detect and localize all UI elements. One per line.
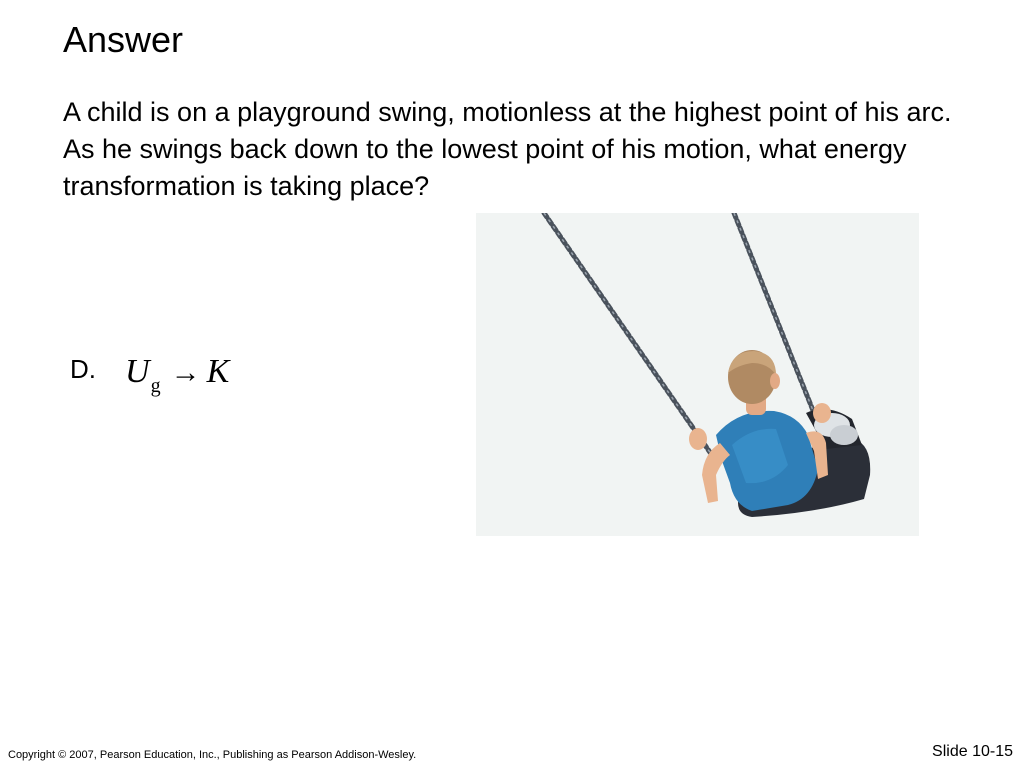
- slide-number: Slide 10-15: [932, 743, 1013, 760]
- answer-label: D.: [70, 354, 96, 384]
- gravitational-subscript: g: [150, 375, 161, 397]
- copyright-notice: Copyright © 2007, Pearson Education, Inc., Publishing as Pearson Addison-Wesley.: [8, 749, 417, 761]
- question-text: A child is on a playground swing, motionless at the highest point of his arc. As he swings back down to the lowest point of his motion, what energy transformation is taking place?: [63, 97, 952, 201]
- swing-photo: [476, 213, 919, 536]
- kinetic-energy-symbol: K: [206, 353, 230, 390]
- answer-formula: [125, 352, 229, 396]
- potential-energy-symbol: U: [125, 353, 150, 390]
- slide-title: Answer: [63, 19, 184, 60]
- left-chain: [544, 213, 716, 461]
- arrow-symbol: →: [170, 356, 201, 389]
- child-on-swing-illustration: [476, 213, 919, 536]
